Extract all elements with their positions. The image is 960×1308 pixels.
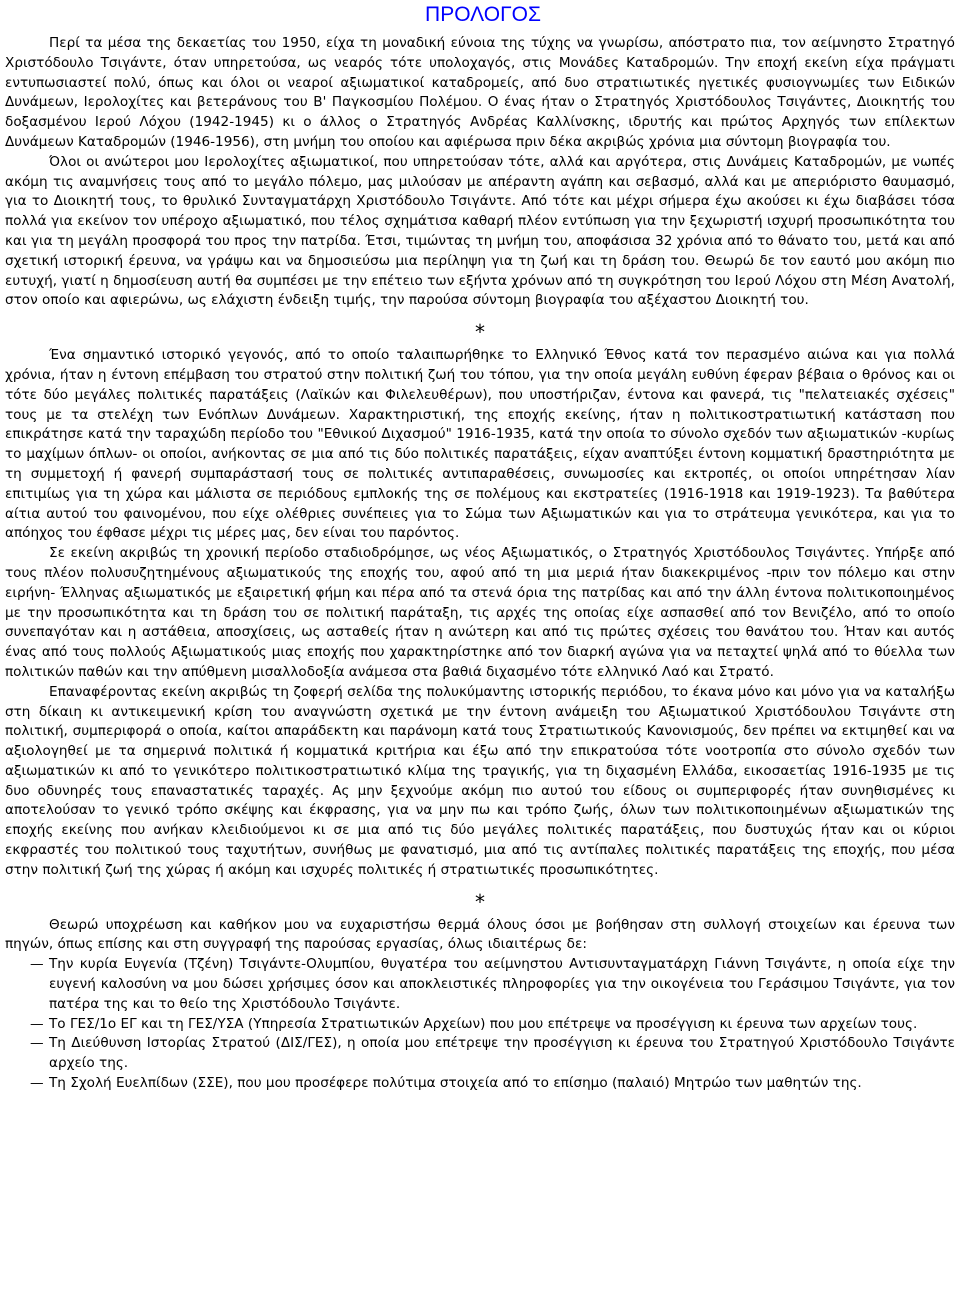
list-item-text: Την κυρία Ευγενία (Τζένη) Τσιγάντε-Ολυμπίου, θυγατέρα του αείμνηστου Αντισυνταγματάρχη Γιάννη Τσιγάντε, η οποία είχε την ευγενή καλοσύνη να μου δώσει χρήσιμες όσον και αποκλειστικές πληροφορίες για την οικογένεια του Γεράσιμου Τσιγάντε, για τον πατέρα της και το θείο της Χριστόδουλο Τσιγάντε. xyxy=(49,956,955,1012)
list-item xyxy=(5,1015,955,1035)
list-item-text: Το ΓΕΣ/1ο ΕΓ και τη ΓΕΣ/ΥΣΑ (Υπηρεσία Στρατιωτικών Αρχείων) που μου επέτρεψε να προσέγγιση κι έρευνα των αρχείων τους. xyxy=(49,1015,918,1032)
section-separator: * xyxy=(475,889,485,914)
list-item xyxy=(5,1074,955,1094)
dash-bullet: — xyxy=(30,1015,44,1032)
list-item-text: Τη Διεύθυνση Ιστορίας Στρατού (ΔΙΣ/ΓΕΣ), η οποία μου επέτρεψε την προσέγγιση κι έρευνα του Στρατηγού Χριστόδουλο Τσιγάντε αρχείο της. xyxy=(49,1035,955,1072)
paragraph: Περί τα μέσα της δεκαετίας του 1950, είχα τη μοναδική εύνοια της τύχης να γνωρίσω, απόστρατο πια, τον αείμνηστο Στρατηγό Χριστόδουλο Τσιγάντε, όταν υπηρετούσα, ως νεαρός τότε υπολοχαγός, στις Μονάδες Καταδρομών. Την εποχή εκείνη είχα πράγματι εντυπωσιαστεί πολύ, όπως και όλοι οι νεαροί αξιωματικοί καταδρομείς, από δυο στρατιωτικές ηγετικές φυσιογνωμίες των Ειδικών Δυνάμεων, Ιερολοχίτες και βετεράνους του Β' Παγκοσμίου Πολέμου. Ο ένας ήταν ο Στρατηγός Χριστόδουλος Τσιγάντες, Διοικητής του δοξασμένου Ιερού Λόχου (1942-1945) κι ο άλλος ο Στρατηγός Ανδρέας Καλλίνσκης, ιδρυτής και πρώτος Αρχηγός των επίλεκτων Δυνάμεων Καταδρομών (1946-1956), στη μνήμη του οποίου και αφιέρωσα πριν δέκα ακριβώς χρόνια μια σύντομη βιογραφία του. xyxy=(5,35,955,150)
list-item xyxy=(5,1034,955,1074)
dash-bullet: — xyxy=(30,1075,44,1092)
paragraph: Επαναφέροντας εκείνη ακριβώς τη ζοφερή σελίδα της πολυκύμαντης ιστορικής περιόδου, το έκανα μόνο και μόνο για να καταλήξω στη δίκαιη κι αντικειμενική κρίση του αναγνώστη σχετικά με την έντονη ανάμειξη του Αξιωματικού Χριστόδουλου Τσιγάντε στη πολιτική, συμπεριφορά ο οποία, καίτοι απαράδεκτη και παράνομη κατά τους Στρατιωτικούς Κανονισμούς, δεν πρέπει να εκτιμηθεί και να αξιολογηθεί με τα σημερινά πολιτικά ή κομματικά κριτήρια και έξω από την επικρατούσα τότε νοοτροπία στο σύνολο σχεδόν των αξιωματικών κι από το γενικότερο πολιτικοστρατιωτικό κλίμα της τραγικής, για τη διχασμένη Ελλάδα, εικοσαετίας 1916-1935 με τις δυο οδυνηρές τους επαναστατικές ταραχές. Ας μην ξεχνούμε ακόμη πιο αυτού του είδους οι συμπεριφορές ήταν συνηθισμένες κι αποτελούσαν το γενικό τρόπο σκέψης και έκφρασης, για να μην πω και τρόπο ζωής, όλων των πολιτικοποιημένων αξιωματικών της εποχής εκείνης που ανήκαν κλειδιούμενοι κι σε μια από τις δύο μεγάλες πολιτικές παρατάξεις, που δυστυχώς ήταν και οι κύριοι εκφραστές του πολιτικού τους ταχυτήτων, συνήθως με φανατισμό, μια από τις αντίπαλες πολιτικές παρατάξεις της εποχής, που μέσα στην πολιτική ζωή της χώρας ή ακόμη και ισχυρές πολιτικές ή στρατιωτικές προσωπικότητες. xyxy=(5,683,955,878)
document-page xyxy=(5,0,955,1094)
list-item xyxy=(5,955,955,1014)
document-title: ΠΡΟΛΟΓΟΣ xyxy=(425,3,541,26)
paragraph: Ένα σημαντικό ιστορικό γεγονός, από το οποίο ταλαιπωρήθηκε το Ελληνικό Έθνος κατά τον περασμένο αιώνα και για πολλά χρόνια, ήταν η έντονη επέμβαση του στρατού στην πολιτική ζωή του τόπου, για την οποία μεγάλη ευθύνη έφεραν βέβαια ο θρόνος και οι τότε δύο μεγάλες πολιτικές παρατάξεις (Λαϊκών και Φιλελευθέρων), που υποστήριζαν, έντονα και φανερά, τις "πελατειακές σχέσεις" τους με τα στελέχη των Ενόπλων Δυνάμεων. Χαρακτηριστική, της εποχής εκείνης, ήταν η πολιτικοστρατιωτική κατάσταση που επικράτησε κατά την ταραχώδη περίοδο του "Εθνικού Διχασμού" 1916-1935, κατά την οποία το σύνολο σχεδόν των αξιωματικών -κυρίως το μαχίμων όπλων- οι οποίοι, ανήκοντας σε μια από τις δύο πολιτικές παρατάξεις, είχαν αναπτύξει έντονη κομματική δραστηριότητα με τη συμμετοχή ή φανερή συμπαράστασή τους σε πολιτικές αντιπαραθέσεις, συνωμοσίες και εκτροπές, οι οποίοι υπηρέτησαν λίαν επιτιμίως για τη χώρα και μάλιστα σε περιόδους εμπλοκής της σε πολέμους και εκστρατείες (1916-1918 και 1919-1923). Τα βαθύτερα αίτια αυτού του φαινομένου, που είχε ολέθριες συνέπειες για το Σώμα των Αξιωματικών και για το στράτευμα γενικότερα, και για το απόηχος του έφθασε μέχρι τις μέρες μας, δεν είναι του παρόντος. xyxy=(5,347,955,542)
paragraph: Σε εκείνη ακριβώς τη χρονική περίοδο σταδιοδρόμησε, ως νέος Αξιωματικός, ο Στρατηγός Χριστόδουλος Τσιγάντες. Υπήρξε από τους πλέον πολυσυζητημένους αξιωματικούς της εποχής του, αφού από τη μια μεριά ήταν διακεκριμένος -πριν τον πόλεμο και στην ειρήνη- Έλληνας αξιωματικός με εξαιρετική φήμη και πέρα από τα στενά όρια της πατρίδας και από την άλλη έντονα πολιτικοποιημένος με την προσωπικότητα και τη δράση του σε πολιτική παράταξη, τις αρχές της οποίας είχε ασπασθεί από τον Βενιζέλο, από το οποίο συνεπαγόταν και η αστάθεια, αποσχίσεις, ως ασταθείς ήταν η ανώτερη και από τις πρώτες σχέσεις του θανάτου του. Ήταν και αυτός ένας από τους πολλούς Αξιωματικούς μιας εποχής που χαρακτηρίστηκε από τον διαρκή αγώνα για να πεταχτεί ψηλά από το θύελλα των πολιτικών παθών και την απύθμενη μισαλλοδοξία ανάμεσα στα βαθιά διχασμένο τότε ελληνικό Λαό και Στρατό. xyxy=(5,545,955,680)
paragraph: Όλοι οι ανώτεροι μου Ιερολοχίτες αξιωματικοί, που υπηρετούσαν τότε, αλλά και αργότερα, στις Δυνάμεις Καταδρομών, με νωπές ακόμη τις αναμνήσεις τους από το μεγάλο πόλεμο, μας μιλούσαν με απέραντη αγάπη και σεβασμό, αλλά και με απεριόριστο θαυμασμό, για το Διοικητή τους, το θρυλικό Συνταγματάρχη Χριστόδουλο Τσιγάντε. Από τότε και μέχρι σήμερα έχω ακούσει κι έχω διαβάσει τόσα πολλά για εκείνον τον υπέροχο αξιωματικό, που τέλος σχημάτισα καθαρή πλέον εντύπωση για την ξεχωριστή ισχυρή προσωπικότητα του και για τη μεγάλη προσφορά του προς την πατρίδα. Έτσι, τιμώντας τη μνήμη του, αποφάσισα 32 χρόνια από το θάνατο του, μετά και από σχετική ιστορική έρευνα, να γράψω και να δημοσιεύσω μια περίληψη για τη ζωή και τη δράση του. Θεωρώ δε τον εαυτό μου ακόμη πιο ευτυχή, γιατί η δημοσίευση αυτή θα συμπέσει με την επέτειο των εξήντα χρόνων από τη συγκρότηση του Ιερού Λόχου στη Μέση Ανατολή, στον οποίο και αφιερώνω, ως ελάχιστη ένδειξη τιμής, την παρούσα σύντομη βιογραφία του αξέχαστου Διοικητή του. xyxy=(5,153,955,309)
dash-bullet: — xyxy=(30,1035,44,1052)
section-separator: * xyxy=(475,320,485,345)
paragraph: Θεωρώ υποχρέωση και καθήκον μου να ευχαριστήσω θερμά όλους όσοι με βοήθησαν στη συλλογή στοιχείων και έρευνα των πηγών, όπως επίσης και στη συγγραφή της παρούσας εργασίας, όλως ιδιαιτέρως δε: xyxy=(5,916,955,953)
list-item-text: Τη Σχολή Ευελπίδων (ΣΣΕ), που μου προσέφερε πολύτιμα στοιχεία από το επίσημο (παλαιό) Μητρώο των μαθητών της. xyxy=(49,1075,862,1092)
dash-bullet: — xyxy=(30,956,44,973)
